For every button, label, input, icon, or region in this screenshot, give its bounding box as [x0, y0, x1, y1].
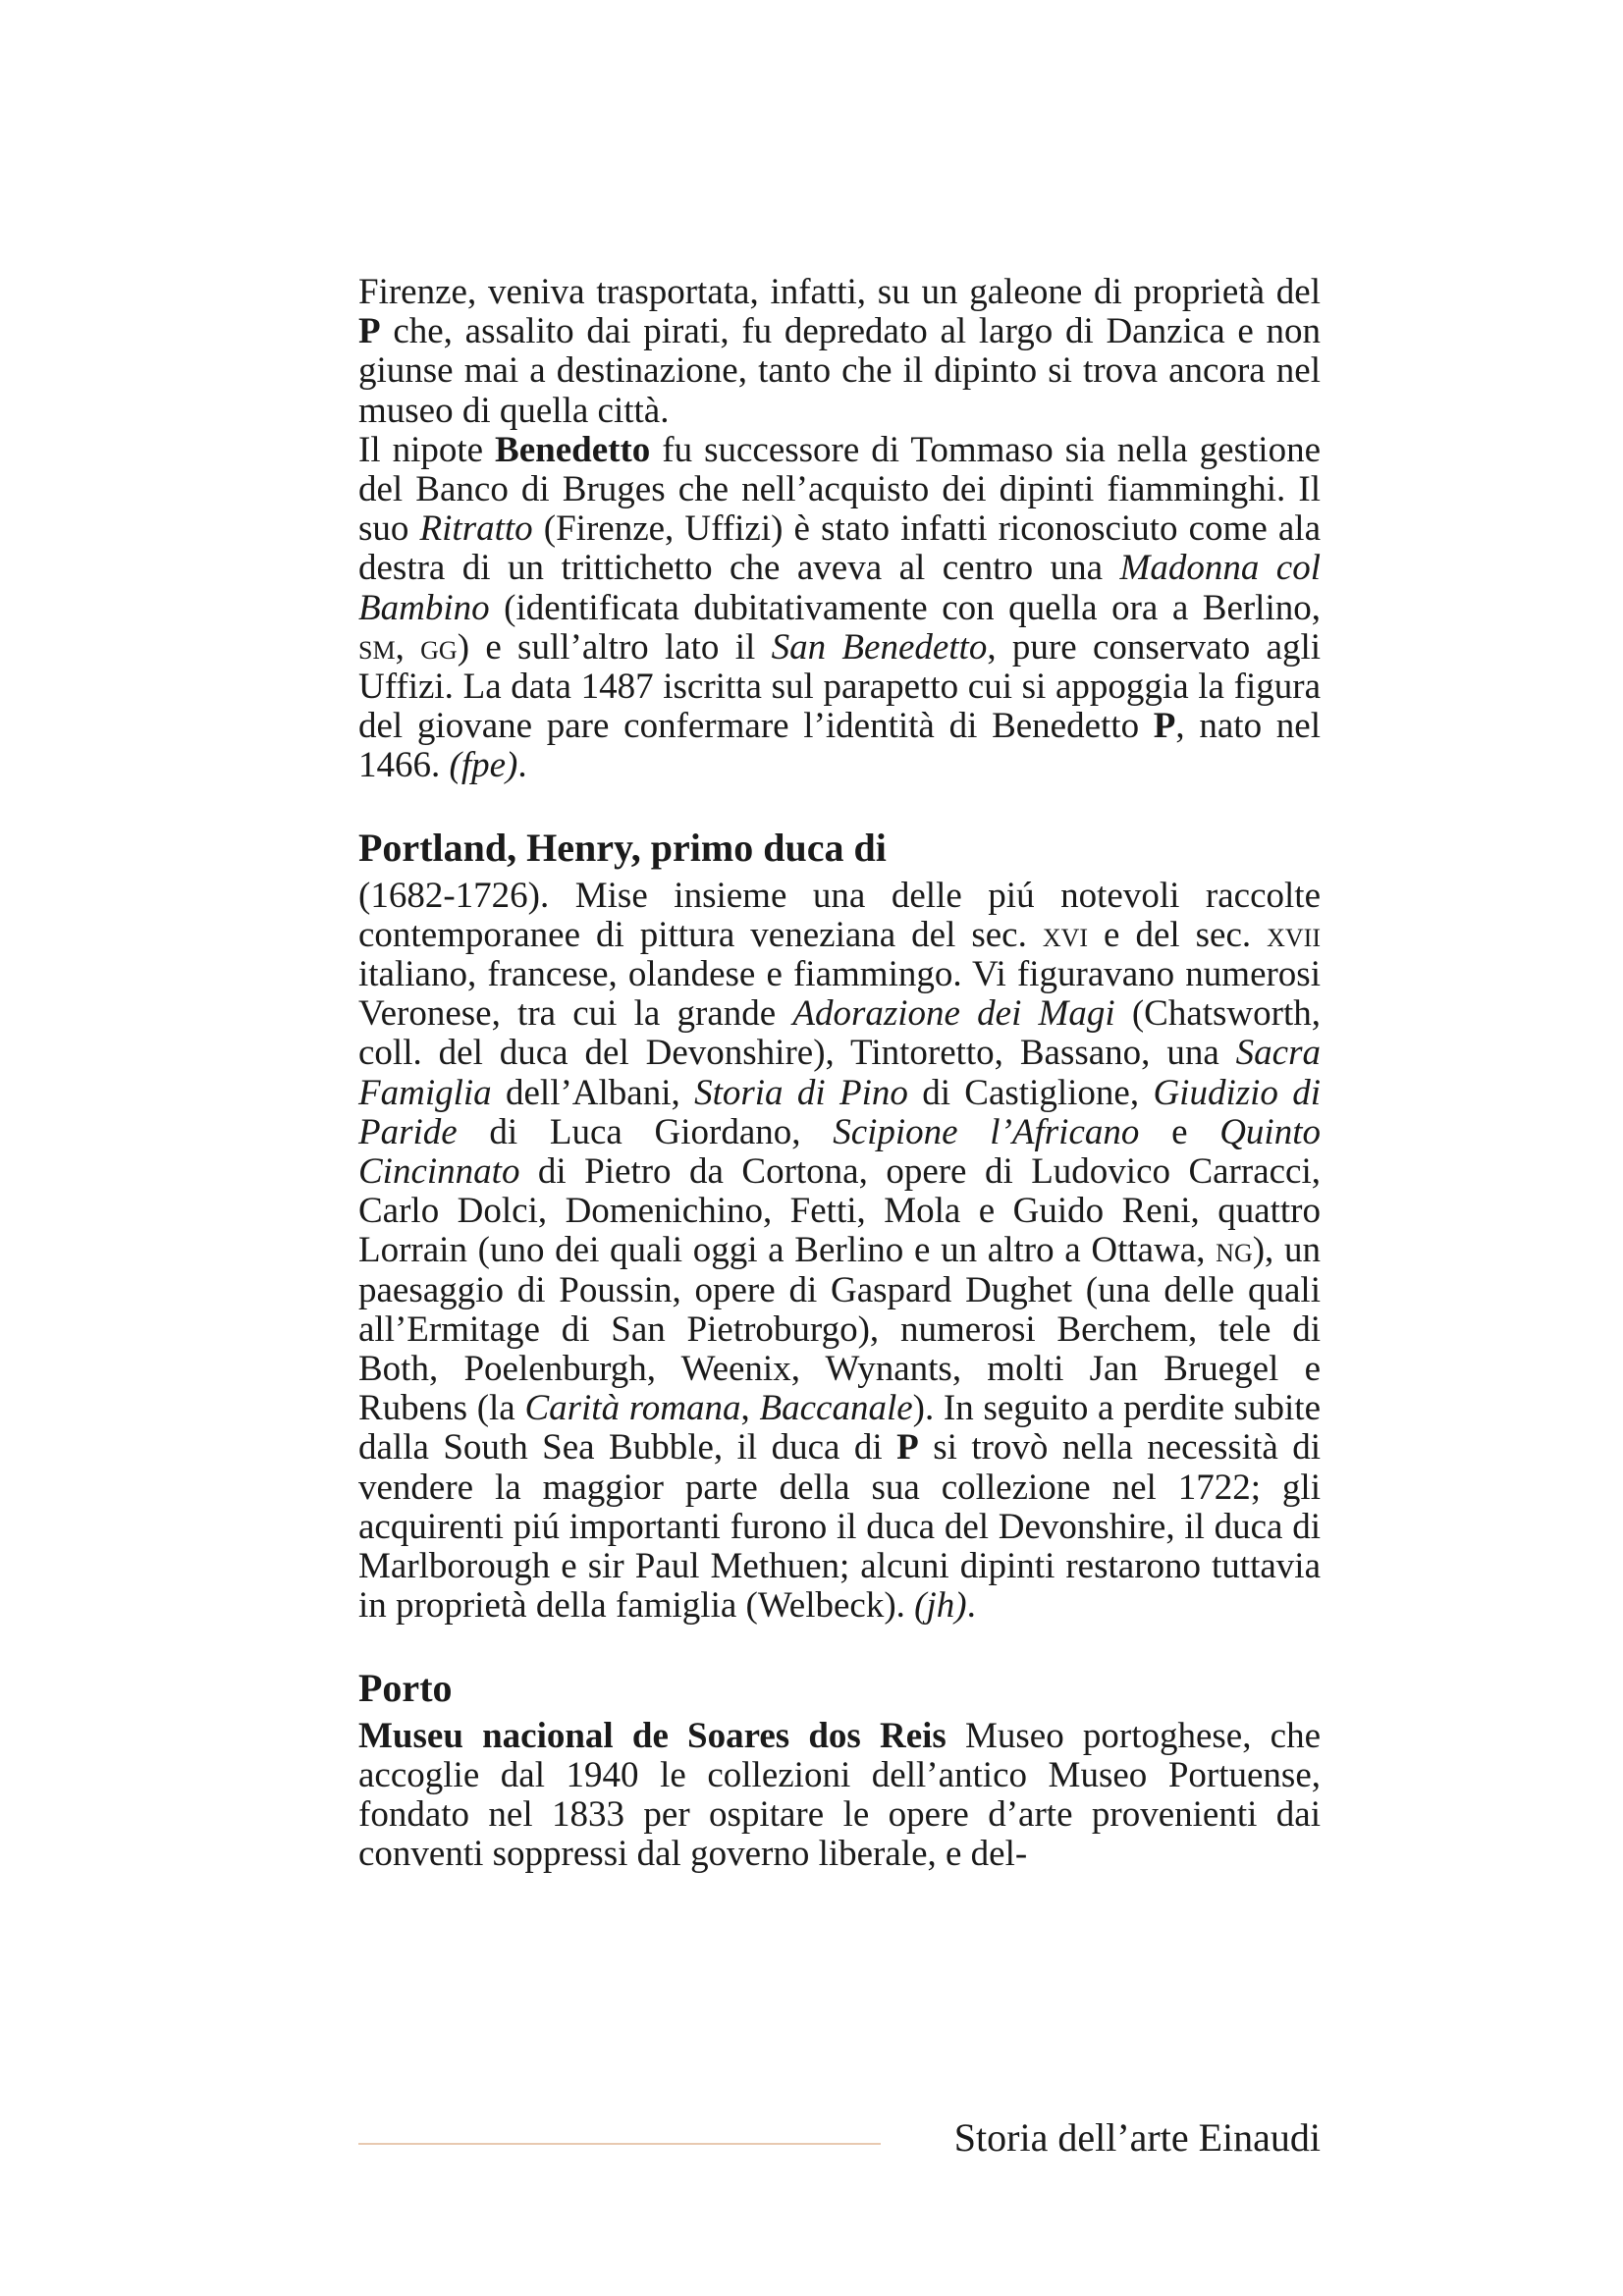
bold-run: Benedetto: [495, 429, 651, 470]
paragraph-benedetto: [358, 431, 1321, 786]
text-run: e del sec.: [1088, 914, 1268, 955]
text-run: , nato nel 1466.: [358, 706, 1321, 786]
text-run: (Firenze, Uffizi) è stato infatti riconosciuto come ala destra di un trittichetto che aveva al centro una: [358, 508, 1321, 589]
text-run: dell’Albani,: [491, 1072, 695, 1113]
italic-title: Giudizio di Paride: [358, 1072, 1322, 1152]
text-run: fu successore di Tommaso sia nella gestione del Banco di Bruges che nell’acquisto dei dipinti fiamminghi. Il suo: [358, 429, 1321, 550]
italic-title: Storia di Pino: [694, 1072, 908, 1113]
italic-title: Baccanale: [759, 1388, 913, 1429]
text-run: Museo portoghese, che accoglie dal 1940 le collezioni dell’antico Museo Portuense, fondato nel 1833 per ospitare le opere d’arte provenienti dai conventi soppressi dal governo liberale, e del-: [358, 1715, 1321, 1875]
small-caps-abbrev: sm: [358, 626, 396, 667]
bold-run: P: [1153, 706, 1176, 747]
text-run: che, assalito dai pirati, fu depredato al largo di Danzica e non giunse mai a destinazione, tanto che il dipinto si trova ancora nel museo di quella città.: [358, 311, 1321, 431]
bold-run: Museu nacional de Soares dos Reis: [358, 1715, 947, 1756]
text-run: si trovò nella necessità di vendere la maggior parte della sua collezione nel 1722; gli acquirenti piú importanti furono il duca del Devonshire, il duca di Marlborough e sir Paul Methuen; alcuni dipinti restarono tuttavia in proprietà della famiglia (Welbeck).: [358, 1427, 1322, 1627]
text-run: ) e sull’altro lato il: [457, 626, 772, 667]
italic-title: Carità romana: [524, 1388, 741, 1429]
small-caps-abbrev: gg: [420, 626, 458, 667]
text-run: .: [517, 745, 527, 786]
text-run: Il nipote: [358, 429, 496, 470]
text-run: di Castiglione,: [907, 1072, 1154, 1113]
text-run: .: [966, 1585, 976, 1627]
text-run: ). In seguito a perdite subite dalla South Sea Bubble, il duca di: [358, 1388, 1321, 1468]
paragraph-portland: [358, 877, 1321, 1627]
footer-rule: [358, 2143, 881, 2145]
text-run: di Pietro da Cortona, opere di Ludovico Carracci, Carlo Dolci, Domenichino, Fetti, Mola e Guido Reni, quattro Lorrain (uno dei quali oggi a Berlino e un altro a Ottawa,: [358, 1151, 1321, 1271]
entry-heading-porto: Porto: [358, 1665, 453, 1710]
small-caps-century: xvii: [1267, 914, 1321, 955]
author-signature: (fpe): [449, 745, 518, 786]
bold-run: P: [358, 311, 381, 352]
entry-heading-portland: Portland, Henry, primo duca di: [358, 825, 887, 870]
text-run: ,: [395, 626, 421, 667]
text-run: , pure conservato agli Uffizi. La data 1487 iscritta sul parapetto cui si appoggia la figura del giovane pare confermare l’identità di Benedetto: [358, 626, 1322, 747]
page-body: [358, 273, 1321, 1874]
paragraph-porto: [358, 1717, 1321, 1875]
author-signature: (jh): [914, 1585, 967, 1627]
italic-title: Madonna col Bambino: [358, 548, 1321, 628]
text-run: (Chatsworth, coll. del duca del Devonshire), Tintoretto, Bassano, una: [358, 993, 1321, 1074]
bold-run: P: [896, 1427, 919, 1468]
page-footer: [358, 2110, 1321, 2169]
text-run: (1682-1726). Mise insieme una delle piú notevoli raccolte contemporanee di pittura veneziana del sec.: [358, 875, 1321, 955]
text-run: ,: [740, 1388, 760, 1429]
text-run: Firenze, veniva trasportata, infatti, su un galeone di proprietà del: [358, 272, 1321, 312]
footer-title: Storia dell’arte Einaudi: [953, 2115, 1321, 2160]
italic-title: San Benedetto: [771, 626, 988, 667]
italic-title: Sacra Famiglia: [358, 1033, 1321, 1113]
italic-title: Scipione l’Africano: [833, 1111, 1140, 1152]
paragraph-continuation: [358, 273, 1321, 431]
italic-title: Adorazione dei Magi: [792, 993, 1115, 1035]
text-run: ), un paesaggio di Poussin, opere di Gaspard Dughet (una delle quali all’Ermitage di San Pietroburgo), numerosi Berchem, tele di Both, Poelenburgh, Weenix, Wynants, molti Jan Bruegel e Rubens (la: [358, 1230, 1321, 1429]
small-caps-century: xvi: [1042, 914, 1089, 955]
small-caps-abbrev: ng: [1216, 1230, 1253, 1271]
text-run: di Luca Giordano,: [457, 1111, 834, 1152]
italic-title: Quinto Cincinnato: [358, 1111, 1321, 1193]
text-run: italiano, francese, olandese e fiammingo. Vi figuravano numerosi Veronese, tra cui la grande: [358, 954, 1321, 1035]
italic-title: Ritratto: [419, 508, 533, 550]
text-run: (identificata dubitativamente con quella ora a Berlino,: [489, 587, 1321, 628]
text-run: e: [1139, 1111, 1220, 1152]
